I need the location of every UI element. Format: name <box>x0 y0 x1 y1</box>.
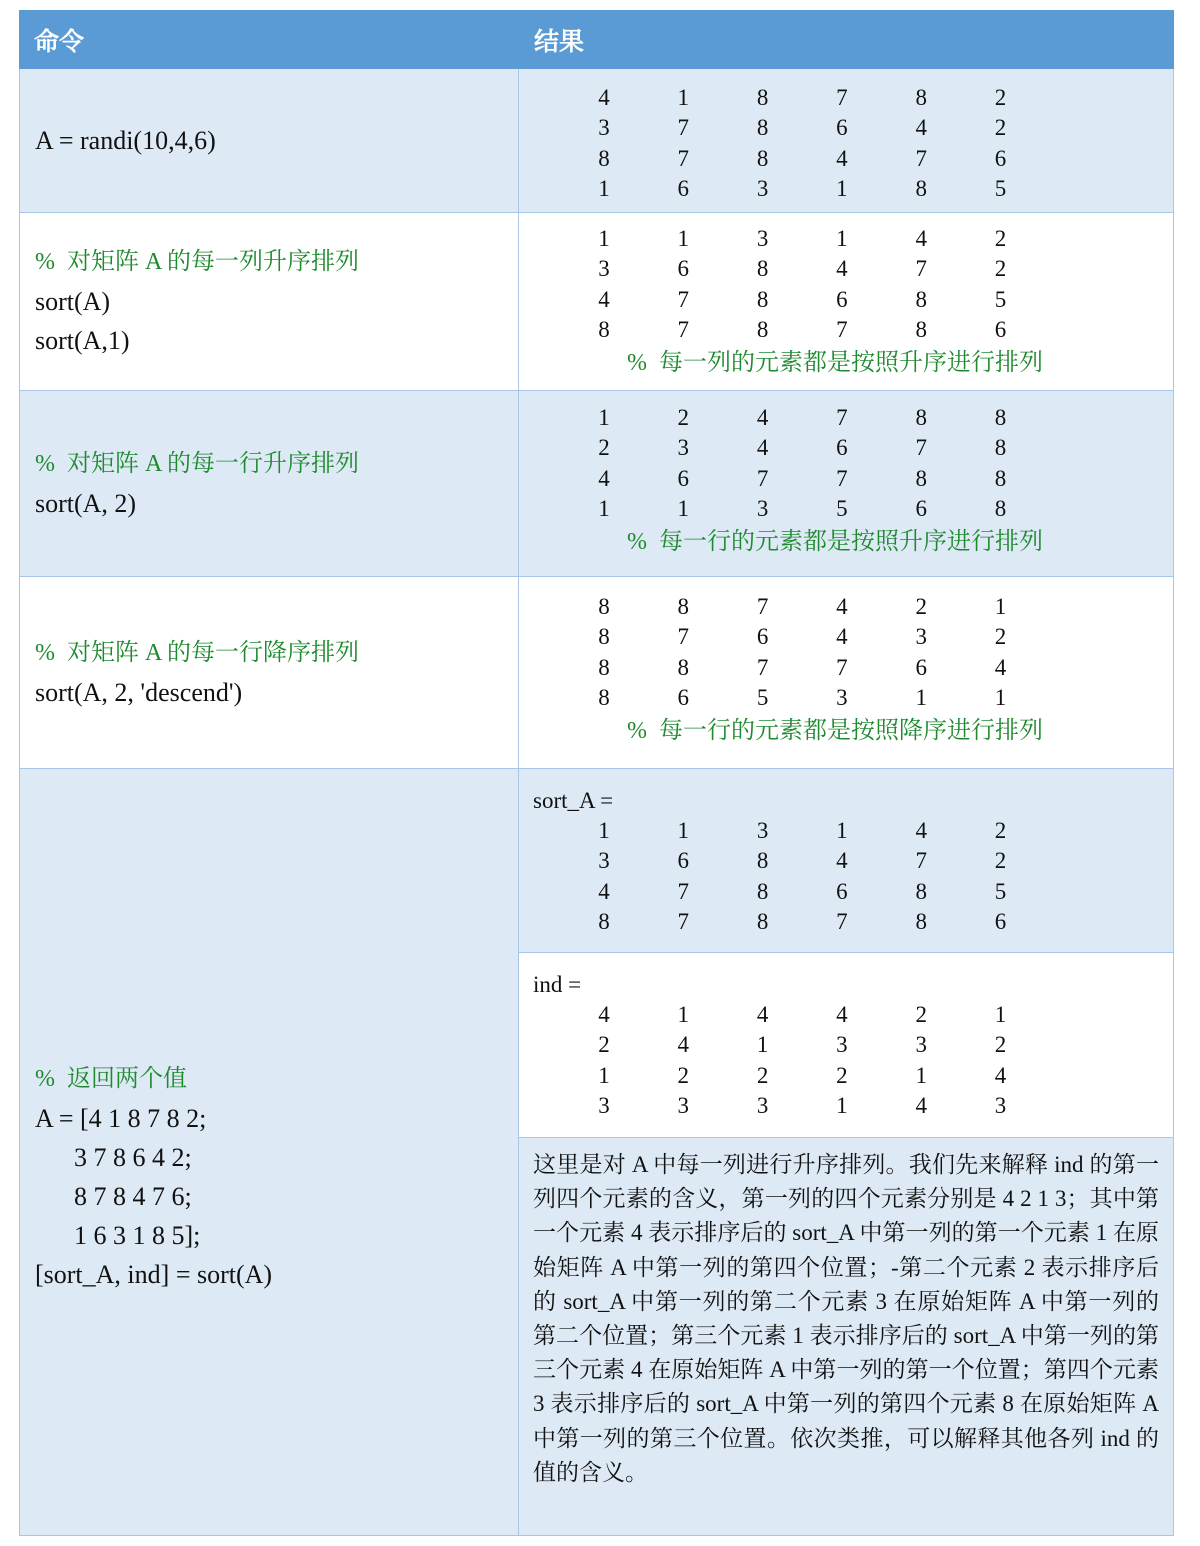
matrix-cell: 3 <box>598 256 610 282</box>
matrix-cell: 8 <box>756 878 769 904</box>
command-line: 1 6 3 1 8 5]; <box>35 1221 201 1250</box>
matrix-cell: 7 <box>836 465 848 491</box>
matrix-cell: 4 <box>836 256 848 282</box>
matrix-cell: 7 <box>915 848 927 874</box>
matrix-cell: 8 <box>598 909 610 935</box>
matrix-cell: 3 <box>598 848 610 874</box>
table-row <box>19 391 1174 577</box>
command-comment: % 对矩阵 A 的每一行降序排列 <box>35 639 359 666</box>
matrix-cell: 2 <box>598 435 610 461</box>
matrix-cell: 4 <box>836 848 848 874</box>
matrix-cell: 8 <box>598 317 610 343</box>
matrix-cell: 4 <box>756 1002 769 1027</box>
matrix-cell: 3 <box>836 685 848 711</box>
result-matrix <box>519 224 1173 346</box>
matrix-cell: 6 <box>994 145 1007 171</box>
matrix-cell: 4 <box>915 818 927 843</box>
result-cell <box>519 769 1174 1535</box>
matrix-cell: 1 <box>756 1032 769 1058</box>
matrix-cell: 8 <box>677 654 690 680</box>
matrix-cell: 8 <box>915 465 927 491</box>
matrix-cell: 1 <box>677 85 690 110</box>
command-line: [sort_A, ind] = sort(A) <box>35 1260 273 1289</box>
matrix-cell: 1 <box>915 1062 927 1088</box>
matrix-cell: 7 <box>836 405 848 430</box>
matrix-cell: 4 <box>598 85 610 110</box>
result-cell <box>519 577 1174 768</box>
matrix-cell: 4 <box>756 435 769 461</box>
matrix-cell: 8 <box>994 465 1007 491</box>
command-comment: % 对矩阵 A 的每一列升序排列 <box>35 249 359 275</box>
matrix-cell: 7 <box>677 909 690 935</box>
matrix-cell: 4 <box>598 878 610 904</box>
ind-label: ind = <box>533 972 582 997</box>
matrix-cell: 6 <box>915 654 927 680</box>
matrix-cell: 4 <box>915 226 927 251</box>
command-cell <box>19 213 519 390</box>
matrix-cell: 3 <box>598 115 610 141</box>
command-comment: % 返回两个值 <box>35 1066 187 1092</box>
matrix-cell: 1 <box>836 226 848 251</box>
matrix-cell: 2 <box>598 1032 610 1058</box>
matrix-cell: 6 <box>836 286 848 312</box>
matrix-cell: 5 <box>994 176 1007 202</box>
matrix-cell: 4 <box>994 1062 1007 1088</box>
explanation-text: 这里是对 A 中每一列进行升序排列。我们先来解释 ind 的第一列四个元素的含义，第一列的四个元素分别是 4 2 1 3；其中第一个元素 4 表示排序后的 sort_A 中第一列的第一个元素 1 在原始矩阵 A 中第一列的第四个位置；-第二个元素 2 表示排序后的 sort_A 中第一列的第二个元素 3 在原始矩阵 A 中第一列的第二个位置；第三个元素 1 表示排序后的 sort_A 中第一列的第三个元素 4 在原始矩阵 A 中第一列的第一个位置；第四个元素 3 表示排序后的 sort_A 中第一列的第四个元素 8 在原始矩阵 A 中第一列的第三个位置。依次类推，可以解释其他各列 ind 的值的含义。 <box>533 1152 1159 1485</box>
matrix-cell: 4 <box>598 1002 610 1027</box>
matrix-cell: 2 <box>915 594 927 619</box>
matrix-cell: 2 <box>677 1062 690 1088</box>
matrix-cell: 6 <box>915 496 927 522</box>
matrix-cell: 1 <box>598 818 610 843</box>
matrix-cell: 6 <box>756 624 769 650</box>
matrix-cell: 2 <box>677 405 690 430</box>
sort-table <box>19 10 1174 1536</box>
matrix-cell: 2 <box>994 818 1007 843</box>
matrix-cell: 4 <box>836 594 848 619</box>
matrix-cell: 7 <box>677 145 690 171</box>
matrix-cell: 7 <box>677 317 690 343</box>
matrix-cell: 1 <box>677 818 690 843</box>
command-line: 3 7 8 6 4 2; <box>35 1143 192 1172</box>
matrix-cell: 1 <box>994 685 1007 711</box>
matrix-cell: 1 <box>598 1062 610 1088</box>
command-cell <box>19 69 519 212</box>
table-row <box>19 213 1174 391</box>
result-cell <box>519 213 1174 390</box>
matrix-cell: 3 <box>756 1093 769 1119</box>
matrix-cell: 5 <box>994 878 1007 904</box>
ind-output <box>519 953 1173 1138</box>
matrix-cell: 3 <box>756 226 769 251</box>
matrix-cell: 4 <box>836 624 848 650</box>
matrix-cell: 8 <box>915 909 927 935</box>
matrix-cell: 5 <box>756 685 769 711</box>
matrix-cell: 6 <box>836 435 848 461</box>
matrix-cell: 2 <box>756 1062 769 1088</box>
header-result: 结果 <box>534 26 585 56</box>
command-cell <box>19 391 519 576</box>
matrix-cell: 3 <box>677 435 690 461</box>
matrix-cell: 2 <box>994 1032 1007 1058</box>
command-line: 8 7 8 4 7 6; <box>35 1182 192 1211</box>
matrix-cell: 2 <box>994 115 1007 141</box>
matrix-cell: 4 <box>598 286 610 312</box>
matrix-cell: 8 <box>915 286 927 312</box>
matrix-cell: 8 <box>915 85 927 110</box>
matrix-cell: 3 <box>756 176 769 202</box>
matrix-cell: 1 <box>677 226 690 251</box>
matrix-cell: 7 <box>836 654 848 680</box>
command-line: sort(A) <box>35 287 111 316</box>
command-line: sort(A, 2, 'descend') <box>35 677 243 707</box>
table-row <box>19 577 1174 769</box>
command-line: sort(A,1) <box>35 326 130 355</box>
result-cell <box>519 391 1174 576</box>
matrix-cell: 8 <box>756 145 769 171</box>
matrix-cell: 8 <box>756 317 769 343</box>
matrix-cell: 6 <box>994 909 1007 935</box>
matrix-cell: 2 <box>994 624 1007 650</box>
matrix-cell: 8 <box>915 176 927 202</box>
result-comment: % 每一列的元素都是按照升序进行排列 <box>627 349 1043 376</box>
matrix-cell: 6 <box>836 115 848 141</box>
matrix-cell: 8 <box>756 85 769 110</box>
header-command: 命令 <box>34 26 85 56</box>
matrix-cell: 6 <box>677 685 690 711</box>
table-row <box>19 769 1174 1536</box>
matrix-cell: 6 <box>677 848 690 874</box>
matrix-cell: 1 <box>994 1002 1007 1027</box>
matrix-cell: 6 <box>677 176 690 202</box>
result-comment: % 每一行的元素都是按照降序进行排列 <box>627 717 1043 744</box>
matrix-cell: 8 <box>677 594 690 619</box>
matrix-cell: 2 <box>994 226 1007 251</box>
matrix-cell: 3 <box>756 496 769 522</box>
matrix-cell: 8 <box>756 256 769 282</box>
explanation-cell <box>519 1138 1173 1535</box>
matrix-cell: 4 <box>994 654 1007 680</box>
command-comment: % 对矩阵 A 的每一行升序排列 <box>35 450 359 477</box>
matrix-cell: 7 <box>677 286 690 312</box>
matrix-cell: 8 <box>994 405 1007 430</box>
matrix-cell: 2 <box>915 1002 927 1027</box>
matrix-cell: 1 <box>598 176 610 202</box>
matrix-cell: 4 <box>677 1032 690 1058</box>
matrix-cell: 8 <box>756 848 769 874</box>
matrix-cell: 7 <box>915 256 927 282</box>
matrix-cell: 1 <box>836 818 848 843</box>
command-cell <box>19 769 519 1535</box>
matrix-cell: 1 <box>677 1002 690 1027</box>
matrix-cell: 4 <box>598 465 610 491</box>
command-line: A = randi(10,4,6) <box>35 126 216 155</box>
matrix-cell: 1 <box>836 1093 848 1119</box>
matrix-cell: 6 <box>836 878 848 904</box>
matrix-cell: 5 <box>836 496 848 522</box>
matrix-cell: 4 <box>756 405 769 430</box>
matrix-cell: 8 <box>994 435 1007 461</box>
matrix-cell: 3 <box>677 1093 690 1119</box>
matrix-cell: 8 <box>598 594 610 619</box>
matrix-cell: 1 <box>677 496 690 522</box>
matrix-cell: 7 <box>836 909 848 935</box>
matrix-cell: 3 <box>598 1093 610 1119</box>
command-cell <box>19 577 519 768</box>
ind-matrix <box>519 1000 1173 1122</box>
matrix-cell: 4 <box>915 1093 927 1119</box>
matrix-cell: 7 <box>756 465 769 491</box>
matrix-cell: 6 <box>994 317 1007 343</box>
matrix-cell: 4 <box>836 145 848 171</box>
sort-a-label: sort_A = <box>533 788 614 813</box>
sort-a-matrix <box>519 816 1173 938</box>
matrix-cell: 7 <box>677 115 690 141</box>
matrix-cell: 2 <box>994 256 1007 282</box>
result-comment: % 每一行的元素都是按照升序进行排列 <box>627 528 1043 555</box>
matrix-cell: 7 <box>836 85 848 110</box>
matrix-cell: 8 <box>598 685 610 711</box>
command-line: A = [4 1 8 7 8 2; <box>35 1104 207 1133</box>
matrix-cell: 8 <box>915 878 927 904</box>
result-matrix <box>519 83 1173 205</box>
table-header <box>19 10 1174 69</box>
matrix-cell: 4 <box>836 1002 848 1027</box>
matrix-cell: 1 <box>915 685 927 711</box>
table-row <box>19 69 1174 213</box>
matrix-cell: 8 <box>598 624 610 650</box>
matrix-cell: 3 <box>994 1093 1007 1119</box>
matrix-cell: 1 <box>836 176 848 202</box>
matrix-cell: 7 <box>915 145 927 171</box>
matrix-cell: 7 <box>836 317 848 343</box>
matrix-cell: 3 <box>756 818 769 843</box>
matrix-cell: 8 <box>756 909 769 935</box>
result-matrix <box>519 592 1173 714</box>
matrix-cell: 7 <box>756 594 769 619</box>
matrix-cell: 8 <box>756 286 769 312</box>
matrix-cell: 8 <box>598 654 610 680</box>
matrix-cell: 8 <box>994 496 1007 522</box>
matrix-cell: 4 <box>915 115 927 141</box>
matrix-cell: 1 <box>598 496 610 522</box>
result-matrix <box>519 403 1173 525</box>
matrix-cell: 7 <box>756 654 769 680</box>
matrix-cell: 3 <box>915 624 927 650</box>
matrix-cell: 8 <box>915 317 927 343</box>
matrix-cell: 7 <box>915 435 927 461</box>
command-line: sort(A, 2) <box>35 488 137 518</box>
matrix-cell: 7 <box>677 878 690 904</box>
matrix-cell: 3 <box>915 1032 927 1058</box>
matrix-cell: 1 <box>598 226 610 251</box>
matrix-cell: 6 <box>677 256 690 282</box>
matrix-cell: 8 <box>598 145 610 171</box>
matrix-cell: 2 <box>994 85 1007 110</box>
matrix-cell: 1 <box>598 405 610 430</box>
matrix-cell: 3 <box>836 1032 848 1058</box>
matrix-cell: 6 <box>677 465 690 491</box>
matrix-cell: 1 <box>994 594 1007 619</box>
matrix-cell: 8 <box>756 115 769 141</box>
matrix-cell: 5 <box>994 286 1007 312</box>
result-cell <box>519 69 1174 212</box>
sort-a-output <box>519 769 1173 953</box>
matrix-cell: 8 <box>915 405 927 430</box>
matrix-cell: 7 <box>677 624 690 650</box>
matrix-cell: 2 <box>994 848 1007 874</box>
matrix-cell: 2 <box>836 1062 848 1088</box>
